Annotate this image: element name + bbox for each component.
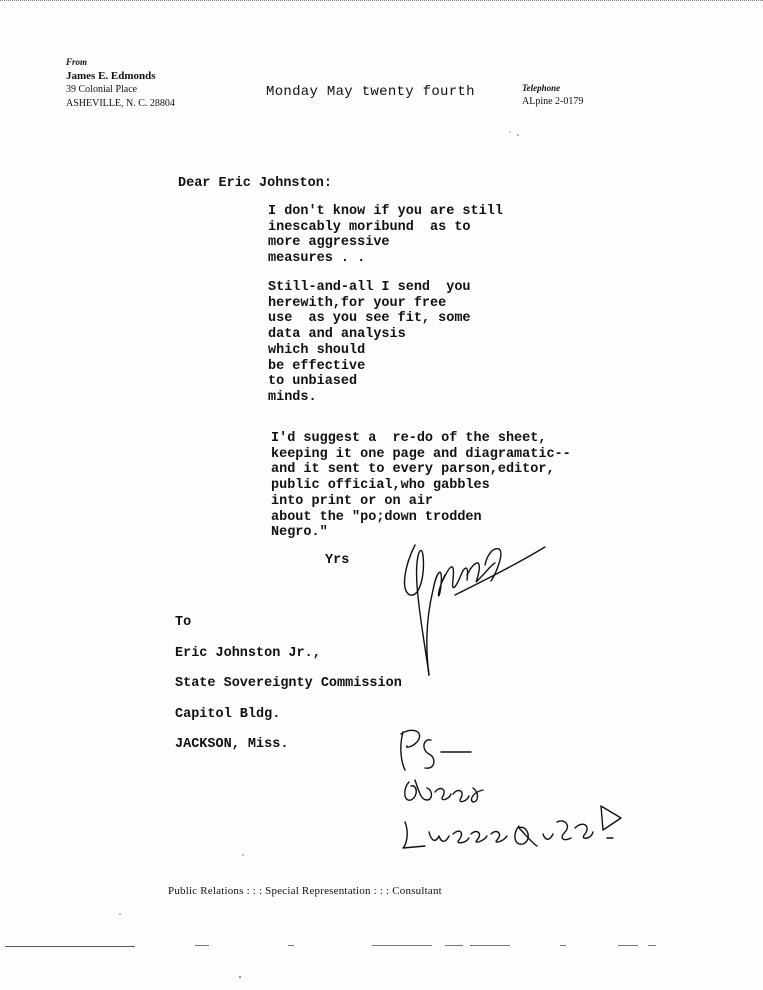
- from-label: From: [66, 57, 88, 67]
- address-line-organization: State Sovereignty Commission: [175, 676, 402, 691]
- closing: Yrs: [325, 553, 350, 568]
- telephone-label: Telephone: [522, 83, 561, 93]
- body-paragraph-3: I'd suggest a re-do of the sheet, keeping it one page and diagramatic-- and it sent to every parson,editor, public official,who gabbles into print or on air about the "po;down trodden Negro.": [271, 431, 571, 541]
- letter-date: Monday May twenty fourth: [266, 84, 475, 100]
- body-paragraph-2: Still-and-all I send you herewith,for your free use as you see fit, some data and analysis which should be effective to unbiased minds.: [268, 280, 471, 405]
- sender-street: 39 Colonial Place: [66, 84, 138, 95]
- telephone-number: ALpine 2-0179: [522, 96, 584, 107]
- address-line-recipient: Eric Johnston Jr.,: [175, 646, 321, 661]
- sender-city: ASHEVILLE, N. C. 28804: [66, 98, 175, 109]
- footer-services: Public Relations : : : Special Representation : : : Consultant: [168, 885, 442, 897]
- body-paragraph-1: I don't know if you are still inescably moribund as to more aggressive measures . .: [268, 204, 503, 267]
- salutation: Dear Eric Johnston:: [178, 176, 332, 191]
- address-line-city: JACKSON, Miss.: [175, 737, 289, 752]
- address-to: To: [175, 615, 192, 630]
- sender-name: James E. Edmonds: [66, 70, 156, 82]
- address-line-building: Capitol Bldg.: [175, 707, 281, 722]
